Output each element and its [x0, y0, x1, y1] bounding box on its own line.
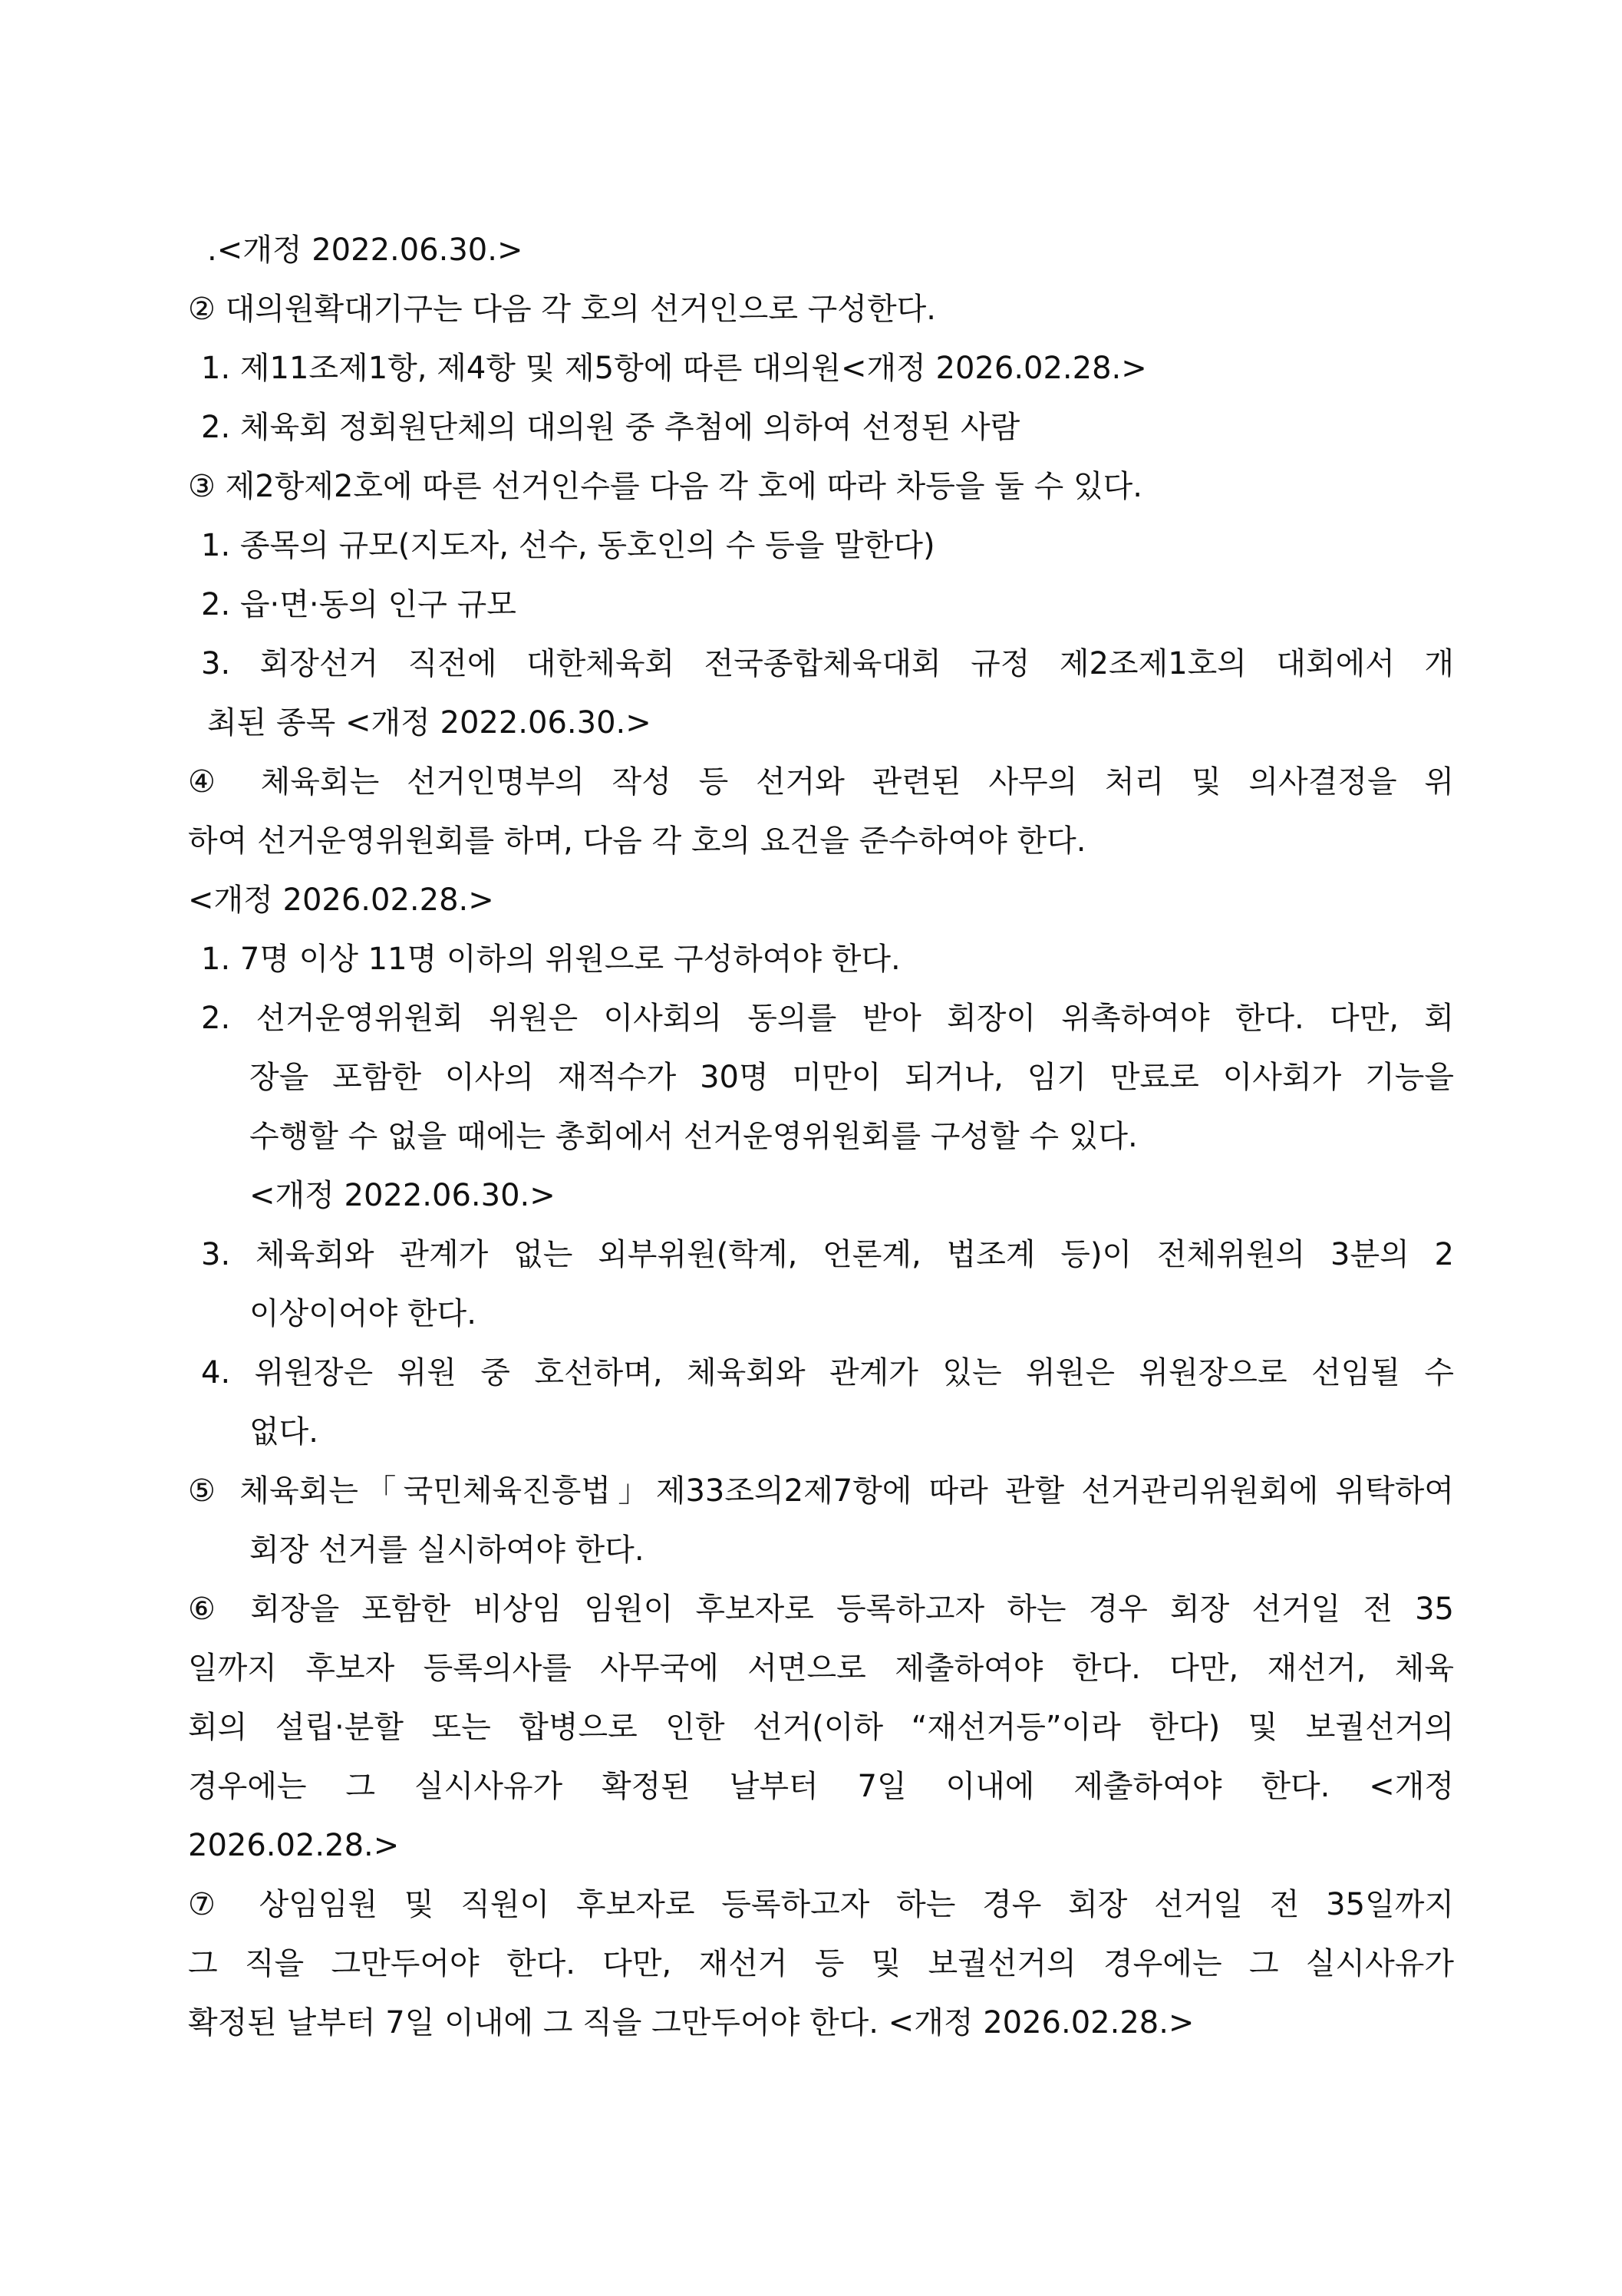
clause-4-item-1: 1. 7명 이상 11명 이하의 위원으로 구성하여야 한다. [201, 942, 901, 977]
clause-4-amendment: <개정 2026.02.28.> [188, 882, 494, 918]
clause-6-cont-1: 일까지 후보자 등록의사를 사무국에 서면으로 제출하여야 한다. 다만, 재선거, 체육 [188, 1651, 1454, 1686]
clause-4-item-2-cont-1: 장을 포함한 이사의 재적수가 30명 미만이 되거나, 임기 만료로 이사회가 기능을 [249, 1060, 1454, 1095]
clause-3-item-2: 2. 읍·면·동의 인구 규모 [201, 587, 516, 622]
clause-7-cont-1: 그 직을 그만두어야 한다. 다만, 재선거 등 및 보궐선거의 경우에는 그 실시사유가 [188, 1946, 1454, 1981]
clause-4-item-2-cont-2: 수행할 수 없을 때에는 총회에서 선거운영위원회를 구성할 수 있다. [249, 1119, 1138, 1154]
clause-7-cont-2: 확정된 날부터 7일 이내에 그 직을 그만두어야 한다. <개정 2026.02.28.> [188, 2005, 1195, 2040]
clause-3: ③ 제2항제2호에 따른 선거인수를 다음 각 호에 따라 차등을 둘 수 있다. [188, 469, 1142, 504]
clause-3-item-3-cont: 최된 종목 <개정 2022.06.30.> [207, 705, 651, 741]
clause-4-cont: 하여 선거운영위원회를 하며, 다음 각 호의 요건을 준수하여야 한다. [188, 823, 1086, 859]
clause-4-item-4-cont: 없다. [249, 1414, 318, 1450]
clause-4-item-2-amendment: <개정 2022.06.30.> [249, 1178, 556, 1213]
clause-4-item-3: 3. 체육회와 관계가 없는 외부위원(학계, 언론계, 법조계 등)이 전체위원의 3분의 2 [201, 1237, 1454, 1272]
clause-6-cont-2: 회의 설립·분할 또는 합병으로 인한 선거(이하 “재선거등”이라 한다) 및 보궐선거의 [188, 1710, 1454, 1745]
clause-4-item-2: 2. 선거운영위원회 위원은 이사회의 동의를 받아 회장이 위촉하여야 한다. 다만, 회 [201, 1001, 1454, 1036]
clause-6: ⑥ 회장을 포함한 비상임 임원이 후보자로 등록하고자 하는 경우 회장 선거일 전 35 [188, 1592, 1454, 1627]
clause-2-item-1: 1. 제11조제1항, 제4항 및 제5항에 따른 대의원<개정 2026.02.28.> [201, 351, 1147, 386]
clause-2-item-2: 2. 체육회 정회원단체의 대의원 중 추첨에 의하여 선정된 사람 [201, 410, 1020, 445]
clause-7: ⑦ 상임임원 및 직원이 후보자로 등록하고자 하는 경우 회장 선거일 전 35일까지 [188, 1887, 1454, 1922]
clause-4: ④ 체육회는 선거인명부의 작성 등 선거와 관련된 사무의 처리 및 의사결정을 위 [188, 764, 1454, 800]
clause-4-item-4: 4. 위원장은 위원 중 호선하며, 체육회와 관계가 있는 위원은 위원장으로 선임될 수 [201, 1355, 1454, 1390]
amendment-note: .<개정 2022.06.30.> [207, 233, 523, 268]
clause-2: ② 대의원확대기구는 다음 각 호의 선거인으로 구성한다. [188, 292, 936, 327]
clause-5: ⑤ 체육회는「국민체육진흥법」제33조의2제7항에 따라 관할 선거관리위원회에 위탁하여 [188, 1473, 1454, 1509]
clause-3-item-1: 1. 종목의 규모(지도자, 선수, 동호인의 수 등을 말한다) [201, 528, 935, 563]
clause-6-amendment: 2026.02.28.> [188, 1828, 400, 1863]
clause-4-item-3-cont: 이상이어야 한다. [249, 1296, 476, 1331]
clause-5-cont: 회장 선거를 실시하여야 한다. [249, 1532, 645, 1568]
clause-3-item-3: 3. 회장선거 직전에 대한체육회 전국종합체육대회 규정 제2조제1호의 대회에서 개 [201, 646, 1454, 681]
clause-6-cont-3: 경우에는 그 실시사유가 확정된 날부터 7일 이내에 제출하여야 한다. <개정 [188, 1769, 1454, 1804]
